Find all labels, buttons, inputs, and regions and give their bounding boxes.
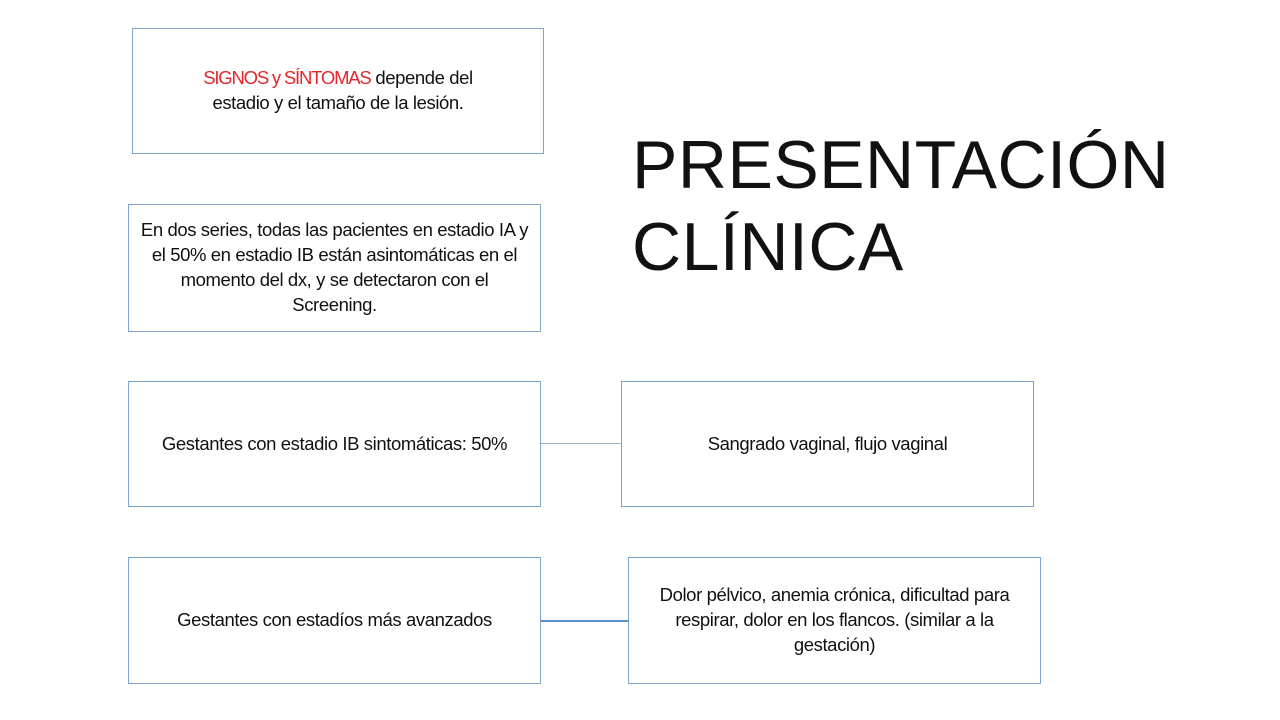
dolor-text: Dolor pélvico, anemia crónica, dificultad para respirar, dolor en los flancos. (similar a la gestación) (659, 584, 1010, 655)
dos-series-text: En dos series, todas las pacientes en estadio IA y el 50% en estadio IB están asintomáticas en el momento del dx, y se detectaron con el Screening. (140, 219, 529, 315)
signos-sintomas-line2: estadio y el tamaño de la lesión. (212, 92, 464, 113)
signos-sintomas-text (203, 66, 473, 116)
sangrado-box (621, 381, 1034, 507)
dolor-box (628, 557, 1041, 684)
slide-title (632, 124, 1272, 288)
signos-sintomas-box (132, 28, 544, 154)
slide-title-line1: PRESENTACIÓN (632, 127, 1170, 203)
signos-sintomas-highlight: SIGNOS y SÍNTOMAS (203, 67, 371, 89)
avanzados-text: Gestantes con estadíos más avanzados (177, 609, 492, 631)
slide-title-line2: CLÍNICA (632, 209, 904, 285)
signos-sintomas-rest: depende del (370, 67, 473, 89)
connector-ib-sangrado (541, 443, 622, 444)
sangrado-text: Sangrado vaginal, flujo vaginal (707, 432, 948, 454)
ib-sintomaticas-text: Gestantes con estadio IB sintomáticas: 50% (161, 432, 508, 454)
ib-sintomaticas-box (128, 381, 541, 507)
avanzados-box (128, 557, 541, 684)
connector-avanzados-dolor (541, 620, 629, 622)
dos-series-box (128, 204, 541, 332)
